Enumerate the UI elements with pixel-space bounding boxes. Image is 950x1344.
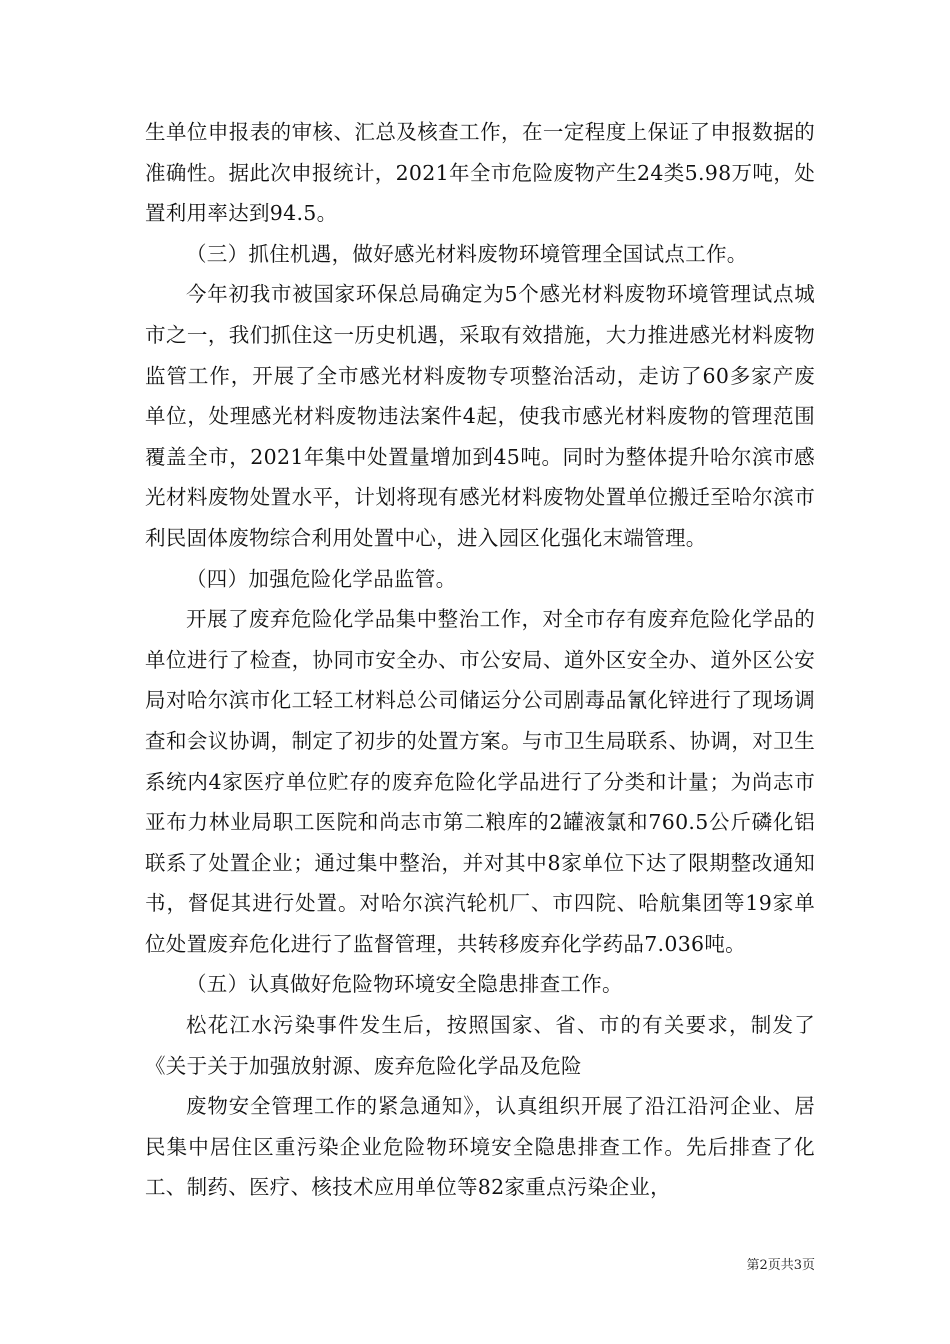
section-heading-3: （三）抓住机遇，做好感光材料废物环境管理全国试点工作。 bbox=[186, 241, 748, 266]
paragraph-emergency-notice: 废物安全管理工作的紧急通知》，认真组织开展了沿江沿河企业、居民集中居住区重污染企业危险物环境安全隐患排查工作。先后排查了化工、制药、医疗、核技术应用单位等82家重点污染企业， bbox=[145, 1094, 815, 1200]
page-number-footer: 第2页共3页 bbox=[746, 1258, 815, 1273]
paragraph-photosensitive-waste: 今年初我市被国家环保总局确定为5个感光材料废物环境管理试点城市之一，我们抓住这一历史机遇，采取有效措施，大力推进感光材料废物监管工作，开展了全市感光材料废物专项整治活动，走访了60多家产废单位，处理感光材料废物违法案件4起，使我市感光材料废物的管理范围覆盖全市，2021年集中处置量增加到45吨。同时为整体提升哈尔滨市感光材料废物处置水平，计划将现有感光材料废物处置单位搬迁至哈尔滨市利民固体废物综合利用处置中心，进入园区化强化末端管理。 bbox=[145, 282, 815, 550]
paragraph-hazardous-chemicals: 开展了废弃危险化学品集中整治工作，对全市存有废弃危险化学品的单位进行了检查，协同市安全办、市公安局、道外区安全办、道外区公安局对哈尔滨市化工轻工材料总公司储运分公司剧毒品氰化锌进行了现场调查和会议协调，制定了初步的处置方案。与市卫生局联系、协调，对卫生系统内4家医疗单位贮存的废弃危险化学品进行了分类和计量；为尚志市亚布力林业局职工医院和尚志市第二粮库的2罐液氯和760.5公斤磷化铝联系了处置企业；通过集中整治，并对其中8家单位下达了限期整改通知书，督促其进行处置。对哈尔滨汽轮机厂、市四院、哈航集团等19家单位处置废弃危化进行了监督管理，共转移废弃化学药品7.036吨。 bbox=[145, 607, 815, 956]
paragraph-songhua-river: 松花江水污染事件发生后，按照国家、省、市的有关要求，制发了《关于关于加强放射源、废弃危险化学品及危险 bbox=[145, 1013, 815, 1078]
paragraph-continuation: 生单位申报表的审核、汇总及核查工作，在一定程度上保证了申报数据的准确性。据此次申报统计，2021年全市危险废物产生24类5.98万吨，处置利用率达到94.5。 bbox=[145, 120, 815, 226]
section-heading-5: （五）认真做好危险物环境安全隐患排查工作。 bbox=[186, 972, 623, 997]
document-body bbox=[145, 112, 815, 1208]
section-heading-4: （四）加强危险化学品监管。 bbox=[186, 566, 457, 591]
